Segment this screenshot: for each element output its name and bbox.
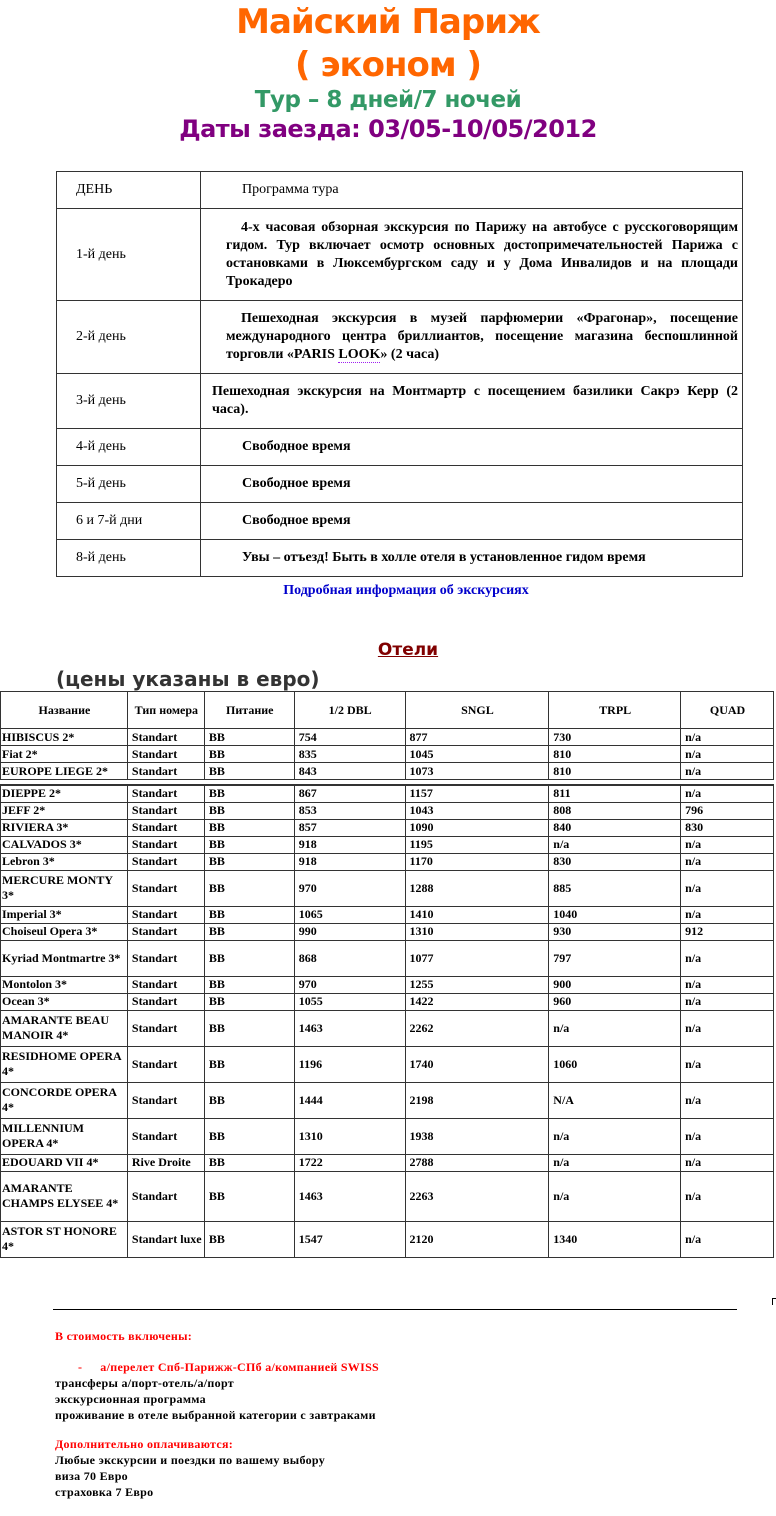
bullet-dash: - [78, 1360, 83, 1374]
hotel-name: Ocean 3* [1, 993, 128, 1010]
hotel-row [1, 763, 774, 780]
price-trpl: 960 [549, 993, 681, 1010]
program-day: 2-й день [57, 301, 201, 374]
room-type: Standart [127, 906, 204, 923]
meals: BB [204, 836, 294, 853]
hotel-row [1, 993, 774, 1010]
tour-duration: Тур – 8 дней/7 ночей [254, 87, 522, 113]
price-sngl: 1043 [405, 802, 549, 819]
hotel-row [1, 802, 774, 819]
included-item: трансферы а/порт-отель/а/порт [55, 1376, 234, 1390]
hotel-name: MERCURE MONTY 3* [1, 870, 128, 906]
col-sngl: SNGL [405, 692, 549, 729]
program-text [201, 209, 743, 301]
hotel-name: EUROPE LIEGE 2* [1, 763, 128, 780]
tour-dates: Даты заезда: 03/05-10/05/2012 [179, 115, 597, 143]
program-row [57, 301, 743, 374]
room-type: Standart [127, 1171, 204, 1221]
price-trpl: 885 [549, 870, 681, 906]
room-type: Standart [127, 746, 204, 763]
price-quad: n/a [681, 1046, 774, 1082]
price-quad: 912 [681, 923, 774, 940]
room-type: Standart [127, 1082, 204, 1118]
price-quad: n/a [681, 785, 774, 802]
program-row [57, 209, 743, 301]
price-half-dbl: 918 [294, 853, 405, 870]
room-type: Standart [127, 785, 204, 802]
prices-note: (цены указаны в евро) [56, 667, 320, 691]
room-type: Standart [127, 870, 204, 906]
price-quad: n/a [681, 993, 774, 1010]
meals: BB [204, 1171, 294, 1221]
price-half-dbl: 1722 [294, 1154, 405, 1171]
hotel-name: JEFF 2* [1, 802, 128, 819]
hotel-row [1, 870, 774, 906]
meals: BB [204, 1154, 294, 1171]
price-quad: 796 [681, 802, 774, 819]
page-subtitle: ( эконом ) [295, 45, 481, 85]
page-title: Майский Париж [236, 2, 540, 42]
meals: BB [204, 993, 294, 1010]
price-quad: n/a [681, 1118, 774, 1154]
price-trpl: n/a [549, 836, 681, 853]
program-header-row [57, 172, 743, 209]
price-sngl: 1288 [405, 870, 549, 906]
price-half-dbl: 990 [294, 923, 405, 940]
price-trpl: 810 [549, 746, 681, 763]
room-type: Standart [127, 836, 204, 853]
price-sngl: 1740 [405, 1046, 549, 1082]
price-half-dbl: 1055 [294, 993, 405, 1010]
price-sngl: 2120 [405, 1221, 549, 1257]
meals: BB [204, 746, 294, 763]
program-day: 5-й день [57, 466, 201, 503]
hotel-name: EDOUARD VII 4* [1, 1154, 128, 1171]
price-sngl: 1170 [405, 853, 549, 870]
price-half-dbl: 1065 [294, 906, 405, 923]
price-quad: n/a [681, 853, 774, 870]
price-quad: n/a [681, 836, 774, 853]
price-half-dbl: 918 [294, 836, 405, 853]
program-row [57, 429, 743, 466]
price-quad: n/a [681, 940, 774, 976]
meals: BB [204, 763, 294, 780]
col-room-type: Тип номера [127, 692, 204, 729]
extra-title: Дополнительно оплачиваются: [55, 1437, 234, 1451]
program-text-content: » (2 часа) [380, 347, 440, 362]
room-type: Standart [127, 802, 204, 819]
hotels-table [0, 691, 774, 1258]
meals: BB [204, 976, 294, 993]
program-text: Свободное время [201, 466, 743, 503]
room-type: Standart [127, 993, 204, 1010]
hotel-row [1, 819, 774, 836]
price-quad: n/a [681, 1171, 774, 1221]
included-item-flight [78, 1359, 379, 1375]
meals: BB [204, 1221, 294, 1257]
program-day: 4-й день [57, 429, 201, 466]
meals: BB [204, 1046, 294, 1082]
price-half-dbl: 970 [294, 976, 405, 993]
col-quad: QUAD [681, 692, 774, 729]
price-sngl: 2263 [405, 1171, 549, 1221]
price-half-dbl: 754 [294, 729, 405, 746]
price-quad: n/a [681, 746, 774, 763]
hotel-row [1, 1082, 774, 1118]
price-trpl: 730 [549, 729, 681, 746]
divider-line [53, 1309, 737, 1310]
price-trpl: n/a [549, 1010, 681, 1046]
price-half-dbl: 1547 [294, 1221, 405, 1257]
hotel-row [1, 976, 774, 993]
program-text: Свободное время [201, 503, 743, 540]
price-half-dbl: 1310 [294, 1118, 405, 1154]
price-quad: n/a [681, 870, 774, 906]
program-day: 8-й день [57, 540, 201, 577]
meals: BB [204, 906, 294, 923]
hotel-name: Choiseul Opera 3* [1, 923, 128, 940]
price-sngl: 1077 [405, 940, 549, 976]
hotel-row [1, 1046, 774, 1082]
price-sngl: 1195 [405, 836, 549, 853]
price-sngl: 1157 [405, 785, 549, 802]
price-trpl: N/A [549, 1082, 681, 1118]
price-sngl: 1090 [405, 819, 549, 836]
hotel-name: Imperial 3* [1, 906, 128, 923]
hotel-name: Montolon 3* [1, 976, 128, 993]
hotel-name: AMARANTE BEAU MANOIR 4* [1, 1010, 128, 1046]
price-quad: n/a [681, 906, 774, 923]
price-quad: n/a [681, 1010, 774, 1046]
extra-item: Любые экскурсии и поездки по вашему выбору [55, 1453, 325, 1467]
meals: BB [204, 940, 294, 976]
room-type: Standart [127, 1046, 204, 1082]
price-sngl: 1045 [405, 746, 549, 763]
meals: BB [204, 802, 294, 819]
hotel-row [1, 853, 774, 870]
price-trpl: 810 [549, 763, 681, 780]
price-sngl: 1938 [405, 1118, 549, 1154]
price-half-dbl: 1444 [294, 1082, 405, 1118]
price-trpl: 797 [549, 940, 681, 976]
room-type: Standart [127, 853, 204, 870]
price-sngl: 2198 [405, 1082, 549, 1118]
included-item: экскурсионная программа [55, 1392, 206, 1406]
price-quad: 830 [681, 819, 774, 836]
hotel-name: AMARANTE CHAMPS ELYSEE 4* [1, 1171, 128, 1221]
meals: BB [204, 1118, 294, 1154]
meals: BB [204, 819, 294, 836]
price-half-dbl: 970 [294, 870, 405, 906]
price-half-dbl: 835 [294, 746, 405, 763]
price-quad: n/a [681, 1082, 774, 1118]
program-row [57, 503, 743, 540]
price-trpl: 840 [549, 819, 681, 836]
hotel-row [1, 906, 774, 923]
room-type: Standart [127, 976, 204, 993]
hotel-row [1, 836, 774, 853]
program-day: 1-й день [57, 209, 201, 301]
hotel-row [1, 1118, 774, 1154]
price-quad: n/a [681, 1221, 774, 1257]
price-trpl: 808 [549, 802, 681, 819]
price-trpl: 830 [549, 853, 681, 870]
col-trpl: TRPL [549, 692, 681, 729]
price-sngl: 1073 [405, 763, 549, 780]
meals: BB [204, 870, 294, 906]
hotel-row [1, 729, 774, 746]
room-type: Standart [127, 1010, 204, 1046]
room-type: Standart luxe [127, 1221, 204, 1257]
program-day: 6 и 7-й дни [57, 503, 201, 540]
price-quad: n/a [681, 1154, 774, 1171]
hotel-row [1, 1154, 774, 1171]
price-trpl: 900 [549, 976, 681, 993]
meals: BB [204, 1010, 294, 1046]
hotel-row [1, 746, 774, 763]
hotel-name: DIEPPE 2* [1, 785, 128, 802]
program-text: Увы – отъезд! Быть в холле отеля в установленное гидом время [201, 540, 743, 577]
spellcheck-mark: LOOK [338, 347, 381, 362]
price-half-dbl: 853 [294, 802, 405, 819]
excursions-info-link[interactable]: Подробная информация об экскурсиях [283, 583, 529, 598]
program-row [57, 540, 743, 577]
program-row [57, 374, 743, 429]
program-text-content: Пешеходная экскурсия в музей парфюмерии «Фрагонар», посещение международного центра бриллиантов, посещение магазина беспошлинной торговли «PARIS [226, 311, 738, 362]
hotel-name: MILLENNIUM OPERA 4* [1, 1118, 128, 1154]
table-corner-mark [772, 1298, 776, 1305]
hotel-row [1, 1221, 774, 1257]
hotel-name: CONCORDE OPERA 4* [1, 1082, 128, 1118]
price-trpl: 930 [549, 923, 681, 940]
price-trpl: 1340 [549, 1221, 681, 1257]
program-row [57, 466, 743, 503]
hotel-row [1, 1171, 774, 1221]
included-title: В стоимость включены: [55, 1329, 193, 1343]
hotel-name: ASTOR ST HONORE 4* [1, 1221, 128, 1257]
price-half-dbl: 1463 [294, 1010, 405, 1046]
price-half-dbl: 868 [294, 940, 405, 976]
hotel-row [1, 940, 774, 976]
program-text-content: 4-х часовая обзорная экскурсия по Парижу на автобусе с русскоговорящим гидом. Тур включает осмотр основных достопримечательностей Парижа с остановками в Люксембургском саду и у Дома Инвалидов и на площади Трокадеро [226, 219, 738, 289]
hotel-name: Kyriad Montmartre 3* [1, 940, 128, 976]
price-quad: n/a [681, 976, 774, 993]
hotels-header-row [1, 692, 774, 729]
room-type: Standart [127, 729, 204, 746]
program-col-day: ДЕНЬ [57, 172, 201, 209]
room-type: Standart [127, 763, 204, 780]
room-type: Standart [127, 819, 204, 836]
included-item-text: а/перелет Спб-Парижж-СПб а/компанией SWISS [100, 1360, 380, 1374]
hotel-name: Fiat 2* [1, 746, 128, 763]
room-type: Standart [127, 1118, 204, 1154]
col-meals: Питание [204, 692, 294, 729]
price-sngl: 877 [405, 729, 549, 746]
hotels-title-link[interactable]: Отели [377, 640, 439, 660]
extra-item: виза 70 Евро [55, 1469, 128, 1483]
hotel-name: RESIDHOME OPERA 4* [1, 1046, 128, 1082]
price-sngl: 1255 [405, 976, 549, 993]
program-text [201, 301, 743, 374]
price-sngl: 2788 [405, 1154, 549, 1171]
price-trpl: 1060 [549, 1046, 681, 1082]
price-half-dbl: 867 [294, 785, 405, 802]
meals: BB [204, 923, 294, 940]
col-half-dbl: 1/2 DBL [294, 692, 405, 729]
price-trpl: n/a [549, 1171, 681, 1221]
hotel-name: HIBISCUS 2* [1, 729, 128, 746]
price-trpl: 1040 [549, 906, 681, 923]
hotel-name: RIVIERA 3* [1, 819, 128, 836]
hotel-row [1, 923, 774, 940]
program-day: 3-й день [57, 374, 201, 429]
program-text: Пешеходная экскурсия на Монтмартр с посещением базилики Сакрэ Керр (2 часа). [201, 374, 743, 429]
hotel-row [1, 785, 774, 802]
price-half-dbl: 857 [294, 819, 405, 836]
room-type: Standart [127, 923, 204, 940]
hotel-name: Lebron 3* [1, 853, 128, 870]
col-name: Название [1, 692, 128, 729]
program-text: Свободное время [201, 429, 743, 466]
price-quad: n/a [681, 763, 774, 780]
meals: BB [204, 785, 294, 802]
program-col-program: Программа тура [201, 172, 743, 209]
price-half-dbl: 1196 [294, 1046, 405, 1082]
room-type: Rive Droite [127, 1154, 204, 1171]
meals: BB [204, 1082, 294, 1118]
price-trpl: 811 [549, 785, 681, 802]
extra-item: страховка 7 Евро [55, 1485, 154, 1499]
price-sngl: 2262 [405, 1010, 549, 1046]
price-trpl: n/a [549, 1118, 681, 1154]
meals: BB [204, 853, 294, 870]
price-sngl: 1422 [405, 993, 549, 1010]
price-half-dbl: 843 [294, 763, 405, 780]
price-half-dbl: 1463 [294, 1171, 405, 1221]
meals: BB [204, 729, 294, 746]
price-sngl: 1410 [405, 906, 549, 923]
hotel-name: CALVADOS 3* [1, 836, 128, 853]
included-item: проживание в отеле выбранной категории с завтраками [55, 1408, 376, 1422]
price-trpl: n/a [549, 1154, 681, 1171]
program-table [56, 171, 743, 577]
hotel-row [1, 1010, 774, 1046]
price-quad: n/a [681, 729, 774, 746]
price-sngl: 1310 [405, 923, 549, 940]
room-type: Standart [127, 940, 204, 976]
